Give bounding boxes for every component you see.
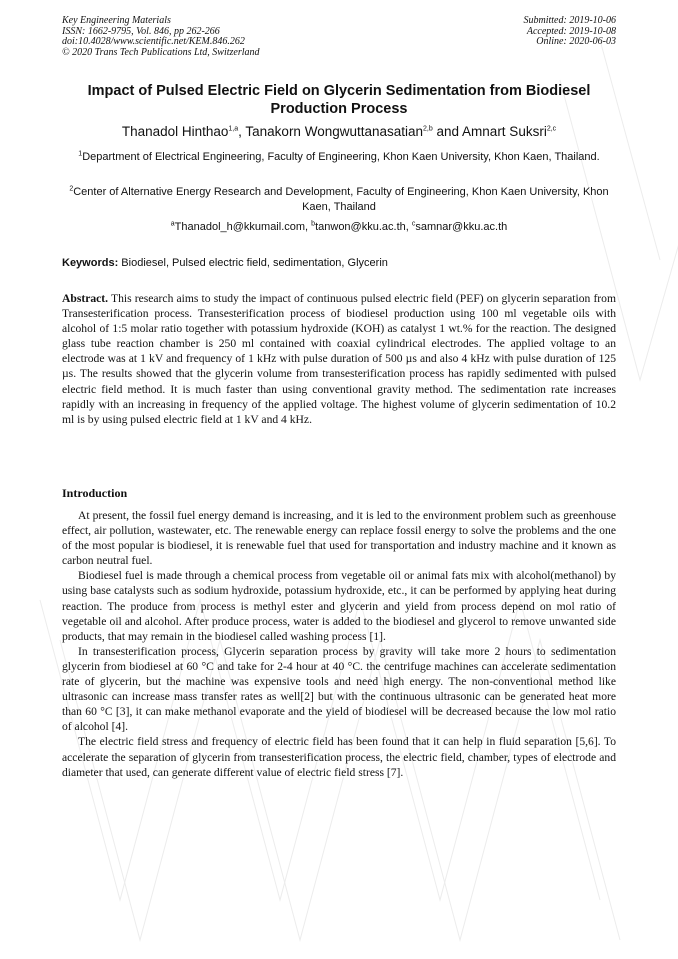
introduction-body <box>62 508 616 780</box>
abstract-text: This research aims to study the impact of continuous pulsed electric field (PEF) on glycerin separation from Transesterification process. Transesterification process of biodiesel production using 100 ml vegetable oils with alcohol of 1:5 molar ratio together with potassium hydroxide (KOH) as catalyst 1 wt.% for the reaction. The designed glass tube reaction chamber is 250 ml contained with coaxial cylindrical electrodes. The applied voltage to an electrode was at 1 kV and frequency of 1 kHz with pulse duration of 500 µs and also 4 kHz with pulse duration of 125 µs. The results showed that the glycerin volume from transesterification process has rapidly sedimented with pulsed electric field method. It is much faster than using conventional gravity method. The sedimentation rate increases rapidly with an increasing in frequency of the applied voltage. The highest volume of glycerin sedimentation of 10.2 ml is by using pulsed electric field at 1 kV and 4 kHz. <box>62 292 616 426</box>
journal-name: Key Engineering Materials <box>62 15 171 26</box>
author-affiliation-marker: 1,a <box>228 125 239 133</box>
journal-info <box>62 16 260 58</box>
affiliation <box>62 150 616 165</box>
journal-doi: doi:10.4028/www.scientific.net/KEM.846.262 <box>62 36 245 47</box>
author-name: Tanakorn Wongwuttanasatian <box>245 124 424 139</box>
affiliation-marker: 2 <box>69 185 74 193</box>
paragraph: The electric field stress and frequency of electric field has been found that it can help in fluid separation [5,6]. To accelerate the separation of glycerin from transesterification process, the electric field, chamber, types of electrode and diameter that used, can generate different value of electric field stress [7]. <box>62 735 616 779</box>
email-marker: c <box>411 220 416 228</box>
keywords-text: Biodiesel, Pulsed electric field, sedimentation, Glycerin <box>118 257 388 269</box>
journal-copyright: © 2020 Trans Tech Publications Ltd, Switzerland <box>62 46 260 58</box>
affiliation-marker: 1 <box>78 150 83 158</box>
paragraph: Biodiesel fuel is made through a chemical process from vegetable oil or animal fats mix with alcohol(methanol) by using base catalysts such as sodium hydroxide, potassium hydroxide, etc., it can be performed by applying heat during reaction. The produce from process is methyl ester and glycerin and yield from process depend on mol ratio of vegetable oil and alcohol. After produce process, water is added to the biodiesel and glycerol to remove unwanted side products, that may remain in the biodiesel called washing process [1]. <box>62 569 616 643</box>
paragraph: At present, the fossil fuel energy demand is increasing, and it is led to the environment problem such as greenhouse effect, air pollution, wastewater, etc. The renewable energy can replace fossil energy to solve the problems and the one of the most popular is biodiesel, it is renewable fuel that used for transportation and industry machine and it known as carbon neutral fuel. <box>62 509 616 568</box>
author-separator: , <box>238 124 246 139</box>
affiliation <box>62 185 616 215</box>
submitted-date: Submitted: 2019-10-06 <box>523 15 616 26</box>
keywords-label: Keywords: <box>62 257 119 269</box>
accepted-date: Accepted: 2019-10-08 <box>526 25 616 37</box>
author-list <box>40 123 638 140</box>
email-address: Thanadol_h@kkumail.com <box>174 221 306 233</box>
publication-dates <box>524 16 617 48</box>
author-affiliation-marker: 2,b <box>423 125 433 133</box>
author-affiliation-marker: 2,c <box>546 125 557 133</box>
abstract <box>62 291 616 427</box>
online-date: Online: 2020-06-03 <box>536 36 616 47</box>
author-name: Thanadol Hinthao <box>121 124 229 139</box>
abstract-label: Abstract. <box>62 292 109 305</box>
author-separator: and <box>432 124 463 139</box>
email-address: tanwon@kku.ac.th <box>315 221 406 233</box>
affiliation-text: Center of Alternative Energy Research and Development, Faculty of Engineering, Khon Kaen University, Khon Kaen, Thailand <box>73 186 609 213</box>
section-heading-introduction: Introduction <box>62 486 128 500</box>
keywords <box>62 256 616 271</box>
email-separator: , <box>305 221 312 233</box>
affiliation-text: Department of Electrical Engineering, Faculty of Engineering, Khon Kaen University, Khon Kaen, Thailand. <box>82 151 600 163</box>
paragraph: In transesterification process, Glycerin separation process by gravity will take more 2 hours to sedimentation glycerin from biodiesel at 60 °C and take for 2-4 hour at 40 °C. the centrifuge machines can accelerate sedimentation rate of glycerin, but the machine was expensive tools and need high energy. The non-conventional method like ultrasonic can increase mass transfer rates as well[2] but with the continuous ultrasonic can be generated heat more than 60 °C [3], it can make methanol evaporate and the yield of biodiesel will be decreased because the low mol ratio of alcohol [4]. <box>62 644 616 734</box>
paper-title: Impact of Pulsed Electric Field on Glycerin Sedimentation from Biodiesel Production Process <box>87 83 591 117</box>
author-emails <box>62 220 616 235</box>
email-separator: , <box>405 221 412 233</box>
author-name: Amnart Suksri <box>462 124 547 139</box>
email-marker: b <box>311 220 316 228</box>
email-address: samnar@kku.ac.th <box>415 221 508 233</box>
email-marker: a <box>170 220 175 228</box>
journal-issn: ISSN: 1662-9795, Vol. 846, pp 262-266 <box>62 25 220 37</box>
